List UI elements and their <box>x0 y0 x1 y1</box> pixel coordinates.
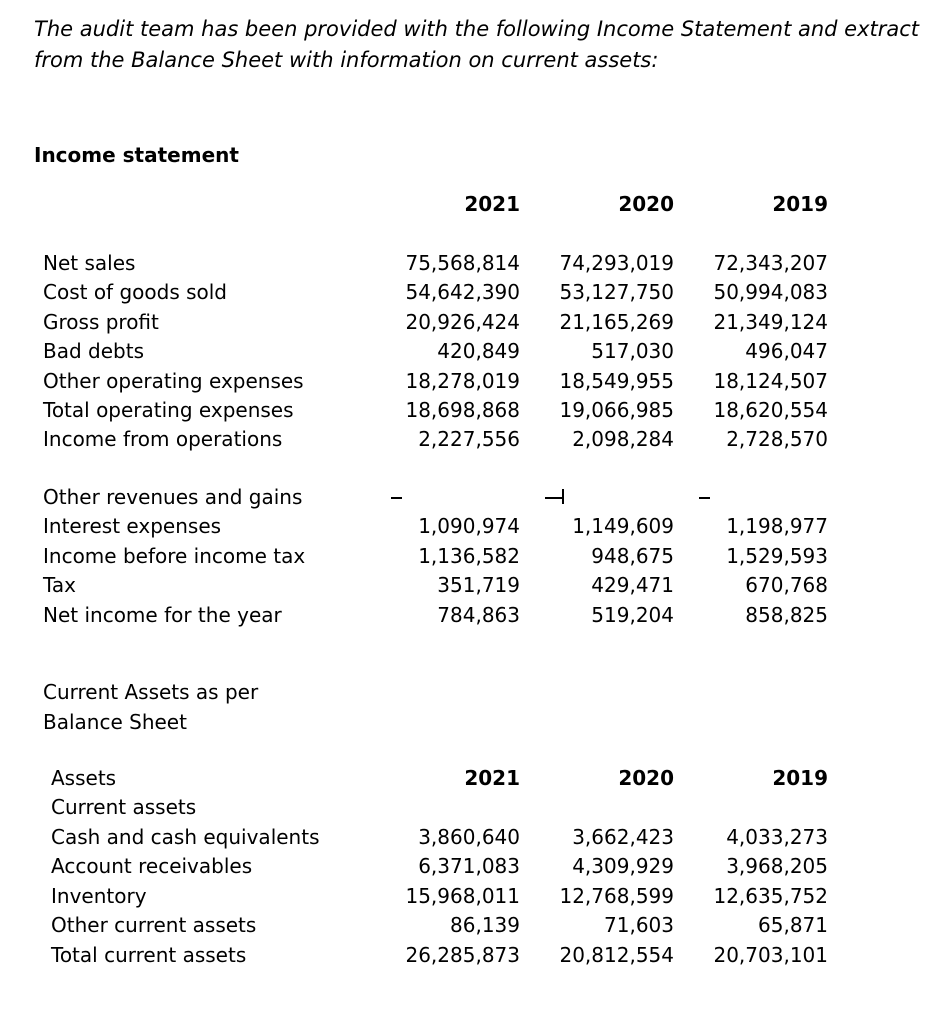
table-row <box>0 601 950 630</box>
value-2019: 21,349,124 <box>713 309 828 334</box>
value-2020: 3,662,423 <box>572 825 674 849</box>
row-label: Net income for the year <box>43 602 282 627</box>
value-2020: 71,603 <box>604 913 674 938</box>
value-2020: 12,768,599 <box>559 883 674 908</box>
value-2021: 420,849 <box>437 339 520 364</box>
value-2020: 4,309,929 <box>572 854 674 879</box>
row-label: Net sales <box>43 251 136 275</box>
table-row <box>0 941 950 970</box>
row-label: Other revenues and gains <box>43 485 303 509</box>
value-2020: 517,030 <box>591 339 674 364</box>
table-row <box>0 882 950 911</box>
row-label: Income from operations <box>43 427 283 452</box>
dash-2021 <box>391 497 402 499</box>
value-2019: 72,343,207 <box>713 251 828 275</box>
dash-2020 <box>545 497 563 499</box>
table-header-row <box>0 764 950 793</box>
value-2019: 1,529,593 <box>726 543 828 568</box>
row-label: Account receivables <box>51 854 253 879</box>
row-label: Cash and cash equivalents <box>51 825 320 849</box>
balance-sheet-title <box>43 677 258 737</box>
table-row <box>0 483 950 512</box>
table-row <box>0 911 950 940</box>
value-2019: 18,124,507 <box>713 368 828 393</box>
value-2020: 53,127,750 <box>559 280 674 305</box>
table-row <box>0 571 950 600</box>
table-row <box>0 425 950 454</box>
value-2021: 351,719 <box>437 573 520 598</box>
value-2021: 15,968,011 <box>405 883 520 908</box>
value-2021: 3,860,640 <box>418 825 520 849</box>
balance-sheet-title-line-1: Current Assets as per <box>43 680 259 704</box>
income-rows-bottom <box>0 483 950 630</box>
row-label: Other current assets <box>51 913 257 938</box>
value-2021: 18,698,868 <box>405 397 520 422</box>
table-row <box>0 308 950 337</box>
value-2020: 429,471 <box>591 573 674 598</box>
row-label: Gross profit <box>43 309 159 334</box>
value-2020: 948,675 <box>591 543 674 568</box>
value-2021: 6,371,083 <box>418 854 520 879</box>
value-2020: 1,149,609 <box>572 514 674 539</box>
year-2021-header: 2021 <box>464 766 520 790</box>
table-row <box>0 512 950 541</box>
dash-2020-tick <box>562 489 564 504</box>
value-2019: 496,047 <box>745 339 828 364</box>
value-2020: 519,204 <box>591 602 674 627</box>
value-2019: 18,620,554 <box>713 397 828 422</box>
row-label: Income before income tax <box>43 543 306 568</box>
table-row <box>0 337 950 366</box>
value-2021: 20,926,424 <box>405 309 520 334</box>
value-2021: 54,642,390 <box>405 280 520 305</box>
table-row <box>0 278 950 307</box>
value-2019: 1,198,977 <box>726 514 828 539</box>
year-2019-header: 2019 <box>772 192 828 216</box>
table-row <box>0 542 950 571</box>
value-2019: 12,635,752 <box>713 883 828 908</box>
value-2020: 2,098,284 <box>572 427 674 452</box>
value-2021: 26,285,873 <box>405 942 520 967</box>
value-2021: 75,568,814 <box>405 251 520 275</box>
value-2021: 86,139 <box>450 913 520 938</box>
year-2020-header: 2020 <box>618 192 674 216</box>
value-2021: 1,136,582 <box>418 543 520 568</box>
balance-sheet-title-line-2: Balance Sheet <box>43 710 187 734</box>
year-2019-header: 2019 <box>772 766 828 790</box>
table-row <box>0 367 950 396</box>
balance-sheet-header-rows <box>0 764 950 823</box>
assets-label: Assets <box>51 766 117 790</box>
income-statement-heading: Income statement <box>34 143 239 167</box>
row-label: Interest expenses <box>43 514 222 539</box>
row-label: Cost of goods sold <box>43 280 228 305</box>
value-2019: 3,968,205 <box>726 854 828 879</box>
value-2019: 4,033,273 <box>726 825 828 849</box>
value-2019: 50,994,083 <box>713 280 828 305</box>
dash-2019 <box>699 497 710 499</box>
row-label: Other operating expenses <box>43 368 304 393</box>
year-2021-header: 2021 <box>464 192 520 216</box>
value-2020: 18,549,955 <box>559 368 674 393</box>
value-2021: 18,278,019 <box>405 368 520 393</box>
table-row <box>0 793 950 822</box>
income-rows-top <box>0 249 950 455</box>
current-assets-label: Current assets <box>51 795 197 820</box>
value-2019: 65,871 <box>758 913 828 938</box>
intro-text: The audit team has been provided with the following Income Statement and extract from the Balance Sheet with information on current assets: <box>34 17 920 72</box>
value-2021: 784,863 <box>437 602 520 627</box>
row-label: Inventory <box>51 883 147 908</box>
value-2020: 74,293,019 <box>559 251 674 275</box>
balance-sheet-rows <box>0 823 950 970</box>
row-label: Total current assets <box>51 942 247 967</box>
value-2020: 19,066,985 <box>559 397 674 422</box>
value-2019: 670,768 <box>745 573 828 598</box>
table-row <box>0 396 950 425</box>
value-2021: 1,090,974 <box>418 514 520 539</box>
year-2020-header: 2020 <box>618 766 674 790</box>
table-row <box>0 823 950 852</box>
row-label: Bad debts <box>43 339 144 364</box>
value-2021: 2,227,556 <box>418 427 520 452</box>
row-label: Tax <box>43 573 76 598</box>
value-2019: 858,825 <box>745 602 828 627</box>
value-2020: 20,812,554 <box>559 942 674 967</box>
value-2019: 2,728,570 <box>726 427 828 452</box>
row-label: Total operating expenses <box>43 397 294 422</box>
value-2019: 20,703,101 <box>713 942 828 967</box>
table-row <box>0 249 950 278</box>
table-row <box>0 852 950 881</box>
value-2020: 21,165,269 <box>559 309 674 334</box>
